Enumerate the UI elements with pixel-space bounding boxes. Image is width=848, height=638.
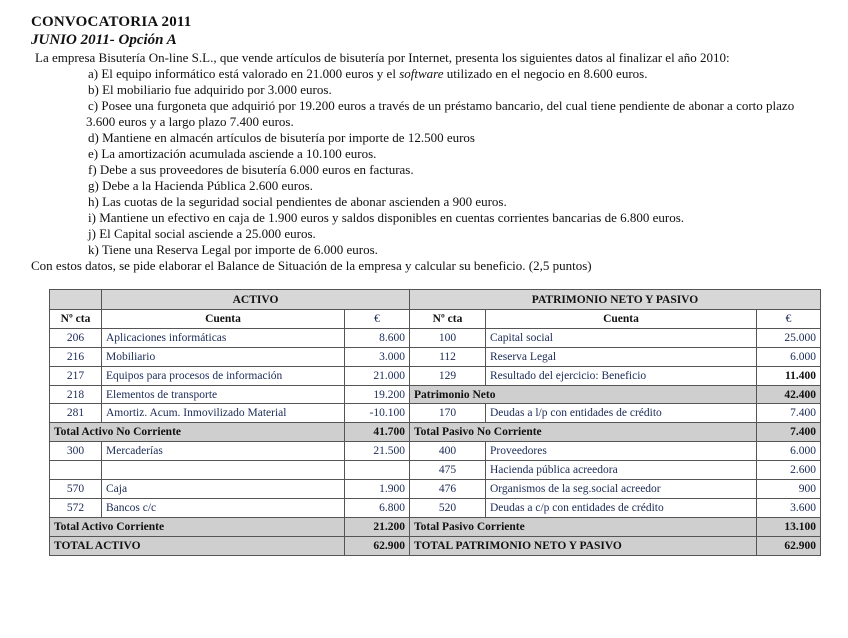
subtotal-amount: 13.100 <box>757 517 821 536</box>
grand-total-amount: 62.900 <box>757 536 821 555</box>
amount: -10.100 <box>345 404 410 423</box>
amount: 6.800 <box>345 498 410 517</box>
account-name: Resultado del ejercicio: Beneficio <box>486 366 757 385</box>
table-row <box>50 480 821 499</box>
amount <box>345 461 410 480</box>
account-name: Proveedores <box>486 442 757 461</box>
list-item: g) Debe a la Hacienda Pública 2.600 euros. <box>88 178 313 193</box>
list-item: d) Mantiene en almacén artículos de bisutería por importe de 12.500 euros <box>88 130 475 145</box>
col-header: Cuenta <box>486 310 757 329</box>
list-item: b) El mobiliario fue adquirido por 3.000 euros. <box>88 82 332 97</box>
account-name: Mercaderías <box>102 442 345 461</box>
account-number <box>50 461 102 480</box>
account-number: 170 <box>410 404 486 423</box>
page-subtitle: JUNIO 2011- Opción A <box>31 32 177 48</box>
col-header: € <box>757 310 821 329</box>
table-row <box>50 347 821 366</box>
table-row <box>50 517 821 536</box>
account-name: Elementos de transporte <box>102 385 345 404</box>
account-name: Amortiz. Acum. Inmovilizado Material <box>102 404 345 423</box>
grand-total-label: TOTAL PATRIMONIO NETO Y PASIVO <box>410 536 757 555</box>
amount: 900 <box>757 480 821 499</box>
amount: 19.200 <box>345 385 410 404</box>
account-number: 129 <box>410 366 486 385</box>
table-row <box>50 536 821 555</box>
page-title: CONVOCATORIA 2011 <box>31 14 192 30</box>
amount: 25.000 <box>757 328 821 347</box>
list-item: c) Posee una furgoneta que adquirió por 19.200 euros a través de un préstamo bancario, del cual tiene pendiente de abonar a corto plazo 3.600 euros y a largo plazo 7.400 euros. <box>86 98 795 129</box>
amount: 7.400 <box>757 404 821 423</box>
account-name: Equipos para procesos de información <box>102 366 345 385</box>
pasivo-heading: PATRIMONIO NETO Y PASIVO <box>410 290 821 310</box>
list-item: i) Mantiene un efectivo en caja de 1.900 euros y saldos disponibles en cuentas corrientes bancarias de 6.800 euros. <box>88 210 685 225</box>
account-number: 100 <box>410 328 486 347</box>
account-name: Deudas a c/p con entidades de crédito <box>486 498 757 517</box>
table-row <box>50 498 821 517</box>
task-statement: Con estos datos, se pide elaborar el Balance de Situación de la empresa y calcular su beneficio. (2,5 puntos) <box>31 258 592 273</box>
table-row <box>50 366 821 385</box>
balance-sheet-table <box>49 289 821 556</box>
amount: 3.600 <box>757 498 821 517</box>
amount: 8.600 <box>345 328 410 347</box>
amount: 6.000 <box>757 347 821 366</box>
account-number: 475 <box>410 461 486 480</box>
amount: 11.400 <box>757 366 821 385</box>
table-row <box>50 442 821 461</box>
account-number: 400 <box>410 442 486 461</box>
col-header: Nº cta <box>50 310 102 329</box>
account-name: Reserva Legal <box>486 347 757 366</box>
subtotal-amount: 21.200 <box>345 517 410 536</box>
account-number: 520 <box>410 498 486 517</box>
account-name: Hacienda pública acreedora <box>486 461 757 480</box>
table-row <box>50 423 821 442</box>
subtotal-label: Total Activo No Corriente <box>50 423 345 442</box>
account-name: Aplicaciones informáticas <box>102 328 345 347</box>
list-item: h) Las cuotas de la seguridad social pendientes de abonar ascienden a 900 euros. <box>88 194 507 209</box>
account-number: 206 <box>50 328 102 347</box>
account-number: 218 <box>50 385 102 404</box>
amount: 2.600 <box>757 461 821 480</box>
account-number: 300 <box>50 442 102 461</box>
activo-heading: ACTIVO <box>102 290 410 310</box>
list-item: e) La amortización acumulada asciende a 10.100 euros. <box>88 146 377 161</box>
table-row <box>50 328 821 347</box>
amount: 6.000 <box>757 442 821 461</box>
data-items-list <box>88 66 794 258</box>
account-name <box>102 461 345 480</box>
col-header: € <box>345 310 410 329</box>
account-name: Caja <box>102 480 345 499</box>
table-row <box>50 404 821 423</box>
list-item: f) Debe a sus proveedores de bisutería 6.000 euros en facturas. <box>88 162 414 177</box>
account-number: 476 <box>410 480 486 499</box>
subtotal-label: Patrimonio Neto <box>410 385 757 404</box>
subtotal-label: Total Pasivo No Corriente <box>410 423 757 442</box>
account-number: 217 <box>50 366 102 385</box>
account-name: Deudas a l/p con entidades de crédito <box>486 404 757 423</box>
subtotal-amount: 42.400 <box>757 385 821 404</box>
intro-paragraph: La empresa Bisutería On-line S.L., que vende artículos de bisutería por Internet, presenta los siguientes datos al finalizar el año 2010: <box>35 50 730 65</box>
subtotal-amount: 7.400 <box>757 423 821 442</box>
amount: 21.500 <box>345 442 410 461</box>
header-blank <box>50 290 102 310</box>
account-number: 570 <box>50 480 102 499</box>
account-number: 572 <box>50 498 102 517</box>
subtotal-amount: 41.700 <box>345 423 410 442</box>
account-name: Capital social <box>486 328 757 347</box>
table-row <box>50 461 821 480</box>
amount: 21.000 <box>345 366 410 385</box>
subtotal-label: Total Activo Corriente <box>50 517 345 536</box>
list-item: k) Tiene una Reserva Legal por importe de 6.000 euros. <box>88 242 378 257</box>
grand-total-label: TOTAL ACTIVO <box>50 536 345 555</box>
subtotal-label: Total Pasivo Corriente <box>410 517 757 536</box>
col-header: Nº cta <box>410 310 486 329</box>
account-name: Mobiliario <box>102 347 345 366</box>
list-item: a) El equipo informático está valorado en 21.000 euros y el software utilizado en el negocio en 8.600 euros. <box>88 66 648 81</box>
account-number: 281 <box>50 404 102 423</box>
account-number: 216 <box>50 347 102 366</box>
account-name: Bancos c/c <box>102 498 345 517</box>
account-number: 112 <box>410 347 486 366</box>
list-item: j) El Capital social asciende a 25.000 euros. <box>88 226 316 241</box>
col-header: Cuenta <box>102 310 345 329</box>
table-row <box>50 385 821 404</box>
grand-total-amount: 62.900 <box>345 536 410 555</box>
amount: 3.000 <box>345 347 410 366</box>
amount: 1.900 <box>345 480 410 499</box>
account-name: Organismos de la seg.social acreedor <box>486 480 757 499</box>
